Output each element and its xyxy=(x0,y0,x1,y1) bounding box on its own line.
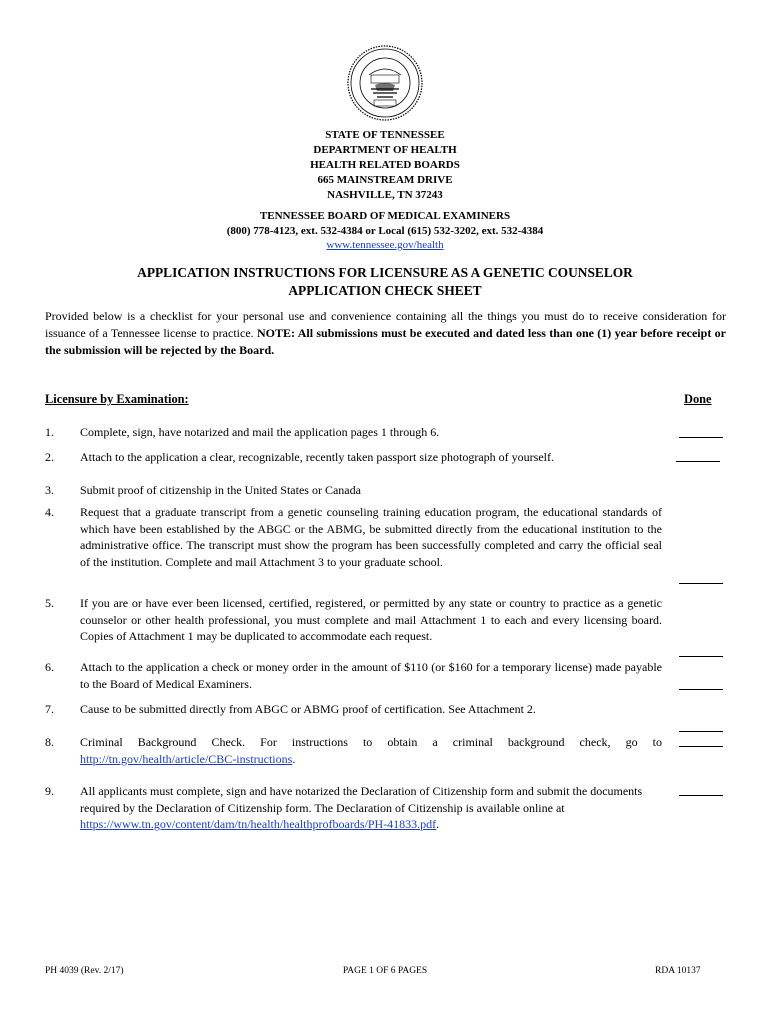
item-number: 5. xyxy=(45,596,54,610)
address-line: HEALTH RELATED BOARDS xyxy=(310,159,460,171)
done-checkmark-line[interactable] xyxy=(679,437,723,438)
item-text: Cause to be submitted directly from ABGC or ABMG proof of certification. See Attachment 2. xyxy=(80,702,536,716)
item-8-text: Criminal Background Check. For instructions to obtain a criminal background check, go to xyxy=(80,735,662,749)
title-line-2: APPLICATION CHECK SHEET xyxy=(288,283,482,298)
item-number: 7. xyxy=(45,702,54,716)
address-line: 665 MAINSTREAM DRIVE xyxy=(317,174,453,186)
done-checkmark-line[interactable] xyxy=(679,795,723,796)
item-text: Submit proof of citizenship in the United States or Canada xyxy=(80,483,361,497)
intro-paragraph xyxy=(45,308,726,359)
item-number: 9. xyxy=(45,784,54,798)
board-phone: (800) 778-4123, ext. 532-4384 or Local (615) 532-3202, ext. 532-4384 xyxy=(226,224,544,237)
item-number: 2. xyxy=(45,450,54,464)
title-line-1: APPLICATION INSTRUCTIONS FOR LICENSURE AS A GENETIC COUNSELOR xyxy=(137,265,633,280)
department-address xyxy=(0,128,770,203)
item-number: 1. xyxy=(45,425,54,439)
item-text xyxy=(80,783,655,833)
address-line: DEPARTMENT OF HEALTH xyxy=(313,144,457,156)
item-text: Complete, sign, have notarized and mail the application pages 1 through 6. xyxy=(80,425,440,439)
item-8-after: . xyxy=(292,751,296,766)
item-number: 6. xyxy=(45,660,54,674)
done-checkmark-line[interactable] xyxy=(679,656,723,657)
intro-note: NOTE: All submissions must be executed and dated less than one (1) year before receipt or the submission will be rejected by the Board. xyxy=(45,326,726,357)
done-checkmark-line[interactable] xyxy=(676,461,720,462)
item-number: 8. xyxy=(45,735,54,749)
address-line: STATE OF TENNESSEE xyxy=(325,129,445,141)
form-number: PH 4039 (Rev. 2/17) xyxy=(45,966,124,976)
declaration-citizenship-link[interactable]: https://www.tn.gov/content/dam/tn/health/healthprofboards/PH-41833.pdf xyxy=(80,817,437,832)
done-checkmark-line[interactable] xyxy=(679,731,723,732)
item-text: Attach to the application a clear, recognizable, recently taken passport size photograph of yourself. xyxy=(80,450,554,464)
done-checkmark-line[interactable] xyxy=(679,583,723,584)
item-number: 4. xyxy=(45,505,54,519)
item-9-after: . xyxy=(436,817,440,832)
address-line: NASHVILLE, TN 37243 xyxy=(327,189,443,201)
tennessee-state-seal xyxy=(347,45,423,121)
health-website-link[interactable]: www.tennessee.gov/health xyxy=(326,239,444,251)
page-indicator: PAGE 1 OF 6 PAGES xyxy=(342,966,428,976)
done-checkmark-line[interactable] xyxy=(679,689,723,690)
done-column-heading: Done xyxy=(684,392,712,406)
item-number: 3. xyxy=(45,483,54,497)
item-9-text: All applicants must complete, sign and have notarized the Declaration of Citizenship form and submit the documents required by the Declaration of Citizenship form. The Declaration of Citizenship is available online at xyxy=(80,784,643,815)
item-text xyxy=(80,734,662,767)
intro-text: Provided below is a checklist for your personal use and convenience containing all the things you must do to receive consideration for issuance of a Tennessee license to practice. xyxy=(45,309,726,340)
done-checkmark-line[interactable] xyxy=(679,746,723,747)
rda-number: RDA 10137 xyxy=(655,966,701,976)
section-heading: Licensure by Examination: xyxy=(45,392,189,406)
item-text: Attach to the application a check or money order in the amount of $110 (or $160 for a temporary license) made payable to the Board of Medical Examiners. xyxy=(80,660,662,691)
board-name: TENNESSEE BOARD OF MEDICAL EXAMINERS xyxy=(259,210,511,222)
board-info xyxy=(0,209,770,253)
item-text: Request that a graduate transcript from a genetic counseling training education program, the educational standards of which have been established by the ABGC or the ABMG, be submitted directly from the educational institution to the administrative office. The transcript must show the program has been successfully completed and carry the official seal of the institution. Complete and mail Attachment 3 to your graduate school. xyxy=(80,505,662,570)
page-title xyxy=(0,264,770,300)
item-text: If you are or have ever been licensed, certified, registered, or permitted by any state or country to practice as a genetic counselor or other health professional, you must complete and mail Attachment 1 to each and every licensing board. Copies of Attachment 1 may be duplicated to accommodate each request. xyxy=(80,596,662,644)
cbc-instructions-link[interactable]: http://tn.gov/health/article/CBC-instructions xyxy=(80,751,293,766)
